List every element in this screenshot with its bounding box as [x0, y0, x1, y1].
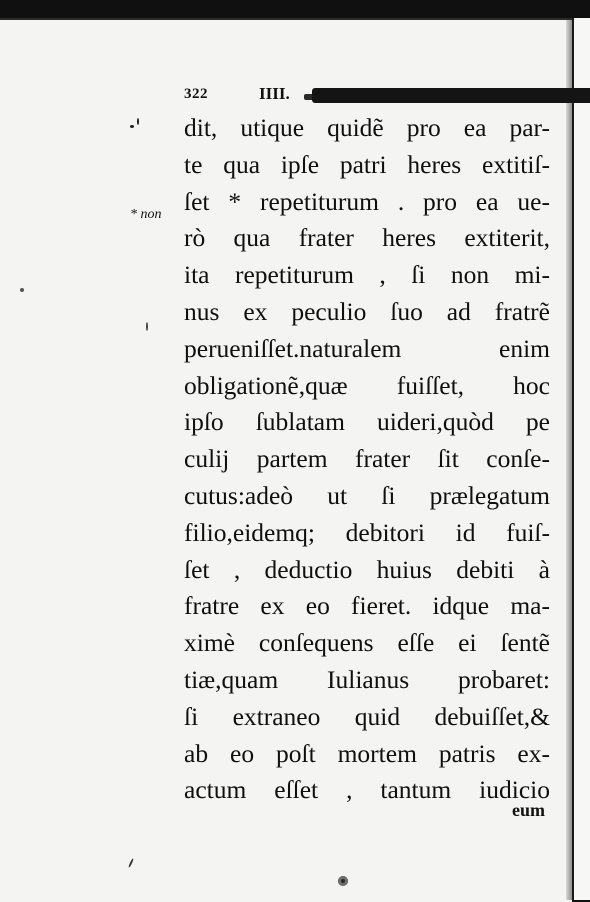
text-line: ſet * repetiturum . pro ea ue-: [184, 186, 550, 216]
text-line: ab eo poſt mortem patris ex-: [184, 738, 550, 768]
redaction-bar: [312, 88, 590, 103]
text-line: fratre ex eo fieret. idque ma-: [184, 591, 550, 621]
text-line: filio,eidemq; debitori id fuiſ-: [184, 517, 550, 547]
text-line: te qua ipſe patri heres extitiſ-: [184, 149, 550, 179]
text-line: ximè conſequens eſſe ei ſentẽ: [184, 628, 550, 658]
text-line: ſet , deductio huius debiti à: [184, 554, 550, 584]
facing-page-edge: [572, 18, 590, 900]
text-line: perueniſſet.naturalem enim: [184, 333, 550, 363]
body-text: [184, 110, 550, 809]
text-line: tiæ,quam Iulianus probaret:: [184, 664, 550, 694]
margin-note: * non: [130, 207, 162, 222]
text-line: ita repetiturum , ſi non mi-: [184, 260, 550, 290]
binding-mark: [338, 876, 348, 886]
text-line: culij partem frater ſit conſe-: [184, 444, 550, 474]
text-line: ſi extraneo quid debuiſſet,&: [184, 701, 550, 731]
running-head: IIII.: [259, 84, 290, 103]
text-line: ipſo ſublatam uideri,quòd pe: [184, 407, 550, 437]
page-number: 322: [184, 86, 208, 102]
catchword: eum: [512, 800, 545, 820]
page-header: [184, 84, 504, 110]
text-line: obligationẽ,quæ fuiſſet, hoc: [184, 370, 550, 400]
text-line: actum eſſet , tantum iudicio: [184, 775, 550, 805]
text-line: dit, utique quidẽ pro ea par-: [184, 113, 550, 142]
text-line: nus ex peculio ſuo ad fratrẽ: [184, 296, 550, 326]
text-line: rò qua frater heres extiterit,: [184, 223, 550, 253]
text-line: cutus:adeò ut ſi prælegatum: [184, 480, 550, 510]
ink-speck: [130, 125, 134, 128]
ink-speck: [20, 288, 24, 292]
ink-speck: [137, 118, 139, 125]
ink-speck: [146, 322, 148, 331]
